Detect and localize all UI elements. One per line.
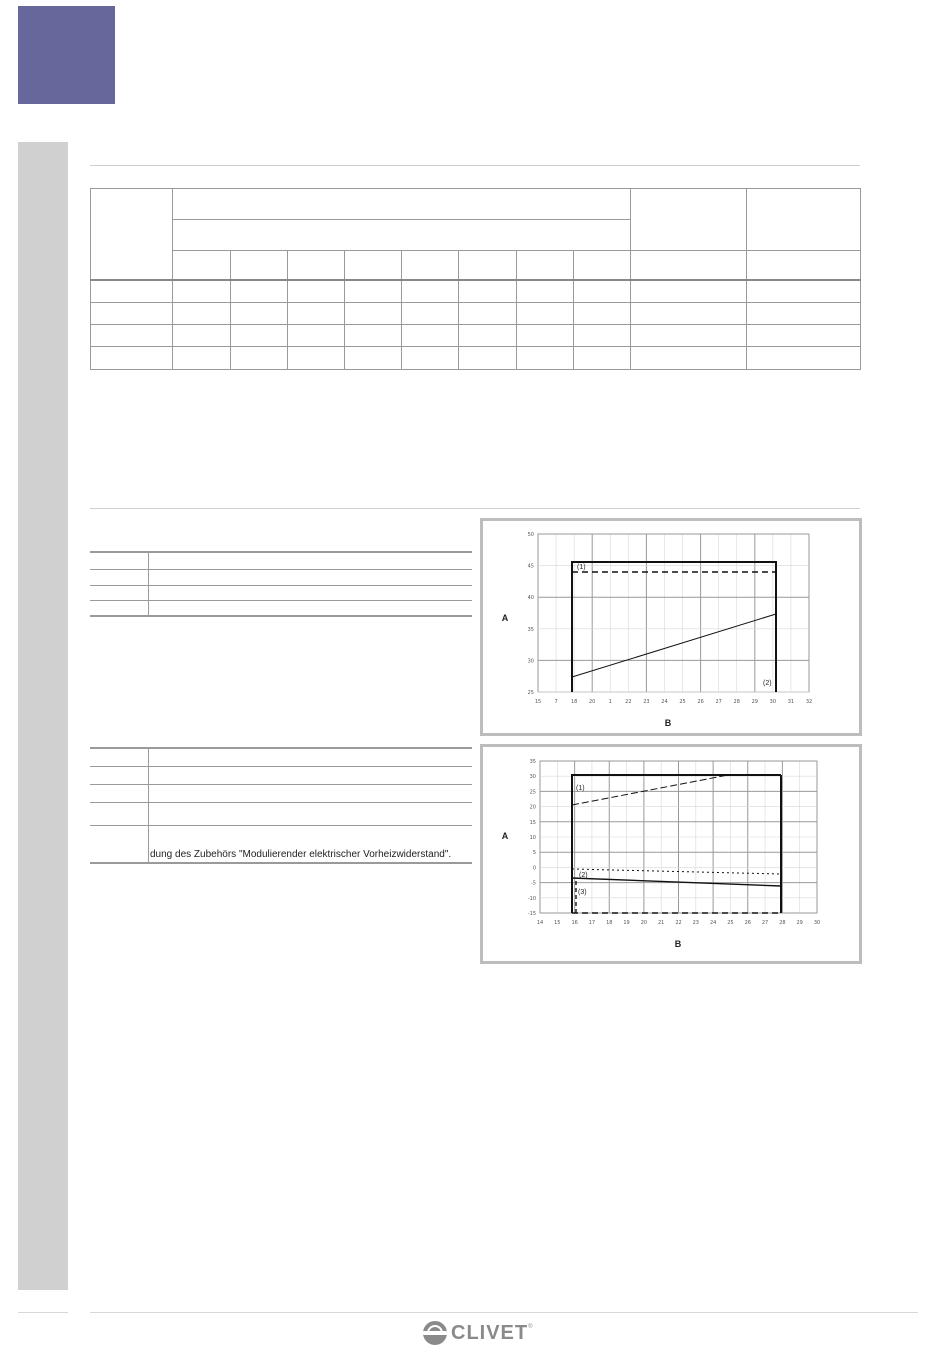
table-header-cell bbox=[631, 189, 746, 251]
y-tick-label: 5 bbox=[532, 850, 536, 857]
table-header-cell bbox=[173, 189, 631, 220]
x-tick-label: 15 bbox=[534, 699, 542, 705]
table-header-cell bbox=[746, 251, 861, 280]
list-item bbox=[90, 586, 472, 601]
x-tick-label: 26 bbox=[744, 920, 751, 926]
table-header-cell bbox=[459, 251, 516, 280]
y-tick-label: 0 bbox=[532, 865, 536, 872]
x-tick-label: 23 bbox=[643, 699, 650, 705]
mini-table-1 bbox=[90, 551, 472, 617]
y-tick-label: 20 bbox=[529, 804, 536, 811]
y-tick-label: -5 bbox=[531, 880, 536, 887]
x-tick-label: 29 bbox=[751, 699, 758, 705]
clivet-logo-icon bbox=[423, 1321, 447, 1345]
table-header-cell bbox=[516, 251, 573, 280]
y-tick-label: 10 bbox=[529, 835, 536, 841]
section-rule-top bbox=[90, 165, 860, 166]
data-table bbox=[90, 188, 861, 370]
x-tick-label: 19 bbox=[623, 920, 630, 926]
x-tick-label: 25 bbox=[679, 699, 686, 705]
x-tick-label: 30 bbox=[769, 699, 777, 705]
chart-1 bbox=[483, 521, 859, 733]
table-header-cell bbox=[91, 189, 173, 281]
table-row bbox=[91, 302, 861, 324]
table-header-cell bbox=[573, 251, 630, 280]
x-tick-label: 27 bbox=[715, 699, 722, 705]
envelope-boundary bbox=[572, 562, 776, 692]
y-axis-label: A bbox=[501, 613, 509, 623]
y-axis-label: A bbox=[501, 831, 509, 841]
series-3-line bbox=[572, 878, 781, 886]
section-rule-mid bbox=[90, 508, 860, 509]
table-row bbox=[91, 324, 861, 346]
x-tick-label: 30 bbox=[813, 920, 821, 926]
section-color-block bbox=[18, 6, 115, 104]
series-1-tag: (1) bbox=[576, 785, 585, 792]
x-tick-label: 18 bbox=[570, 699, 578, 705]
y-tick-label: -15 bbox=[527, 911, 536, 917]
note-text: dung des Zubehörs "Modulierender elektrischer Vorheizwiderstand". bbox=[150, 849, 452, 860]
x-tick-label: 27 bbox=[761, 920, 769, 926]
series-3-tag: (3) bbox=[578, 889, 587, 896]
x-tick-label: 31 bbox=[787, 699, 795, 705]
x-tick-label: 29 bbox=[796, 920, 803, 926]
table-header-cell bbox=[344, 251, 401, 280]
y-tick-label: 45 bbox=[527, 563, 534, 570]
x-tick-label: 20 bbox=[640, 920, 648, 926]
x-tick-label: 17 bbox=[588, 920, 596, 926]
x-tick-label: 7 bbox=[554, 699, 558, 705]
series-2-line bbox=[572, 614, 776, 677]
y-tick-label: 30 bbox=[529, 774, 536, 781]
mini-table-2 bbox=[90, 747, 472, 864]
chart-1-frame bbox=[480, 518, 862, 736]
envelope-top bbox=[572, 775, 781, 913]
x-tick-label: 28 bbox=[779, 920, 786, 926]
x-tick-label: 16 bbox=[571, 920, 578, 926]
plot-area bbox=[538, 534, 809, 692]
y-tick-label: 25 bbox=[529, 789, 536, 796]
table-header-cell bbox=[230, 251, 287, 280]
y-tick-label: 35 bbox=[527, 626, 534, 633]
table-header-cell bbox=[746, 189, 861, 251]
x-tick-label: 21 bbox=[658, 920, 665, 926]
x-tick-label: 26 bbox=[697, 699, 704, 705]
clivet-logo bbox=[423, 1320, 533, 1346]
y-tick-label: -10 bbox=[527, 895, 536, 902]
x-tick-label: 24 bbox=[661, 699, 668, 705]
x-tick-label: 20 bbox=[589, 699, 596, 705]
series-2-tag: (2) bbox=[579, 872, 588, 879]
series-1-tag: (1) bbox=[577, 564, 586, 571]
y-tick-label: 30 bbox=[527, 658, 534, 665]
y-tick-label: 35 bbox=[529, 759, 536, 765]
table-header-cell bbox=[402, 251, 459, 280]
x-axis-label: B bbox=[674, 939, 682, 949]
list-item bbox=[90, 803, 472, 826]
side-margin-bar bbox=[18, 142, 68, 1290]
series-2-tag: (2) bbox=[763, 680, 772, 687]
y-tick-label: 15 bbox=[529, 819, 536, 826]
footer-rule-left bbox=[18, 1312, 68, 1313]
list-item bbox=[90, 749, 472, 767]
list-item bbox=[90, 767, 472, 785]
table-header-cell bbox=[287, 251, 344, 280]
table-row bbox=[91, 280, 861, 302]
x-tick-label: 22 bbox=[625, 699, 632, 705]
chart-2-frame bbox=[480, 744, 862, 964]
table-row bbox=[91, 346, 861, 369]
x-tick-label: 1 bbox=[608, 699, 612, 705]
x-tick-label: 24 bbox=[709, 920, 717, 926]
logo-text: CLIVET bbox=[451, 1321, 529, 1344]
x-axis-label: B bbox=[664, 718, 672, 728]
series-1-dashed bbox=[572, 775, 728, 805]
list-item bbox=[90, 570, 472, 586]
list-item bbox=[90, 785, 472, 803]
x-tick-label: 23 bbox=[692, 920, 699, 926]
y-tick-label: 50 bbox=[527, 532, 534, 538]
x-tick-label: 25 bbox=[727, 920, 734, 926]
x-tick-label: 28 bbox=[733, 699, 740, 705]
y-tick-label: 25 bbox=[527, 690, 534, 696]
list-item bbox=[90, 553, 472, 570]
logo-registered: ® bbox=[528, 1324, 533, 1330]
table-header-cell bbox=[173, 251, 230, 280]
footer-rule bbox=[90, 1312, 918, 1313]
list-item bbox=[90, 826, 472, 864]
x-tick-label: 15 bbox=[554, 920, 561, 926]
x-tick-label: 14 bbox=[536, 920, 544, 926]
chart-2 bbox=[483, 747, 859, 961]
x-tick-label: 18 bbox=[606, 920, 613, 926]
table-header-cell bbox=[631, 251, 746, 280]
x-tick-label: 22 bbox=[675, 920, 682, 926]
x-tick-label: 32 bbox=[805, 699, 813, 705]
y-tick-label: 40 bbox=[527, 595, 534, 602]
table-header-cell bbox=[173, 220, 631, 251]
series-2-dotted bbox=[572, 869, 781, 874]
list-item bbox=[90, 601, 472, 617]
